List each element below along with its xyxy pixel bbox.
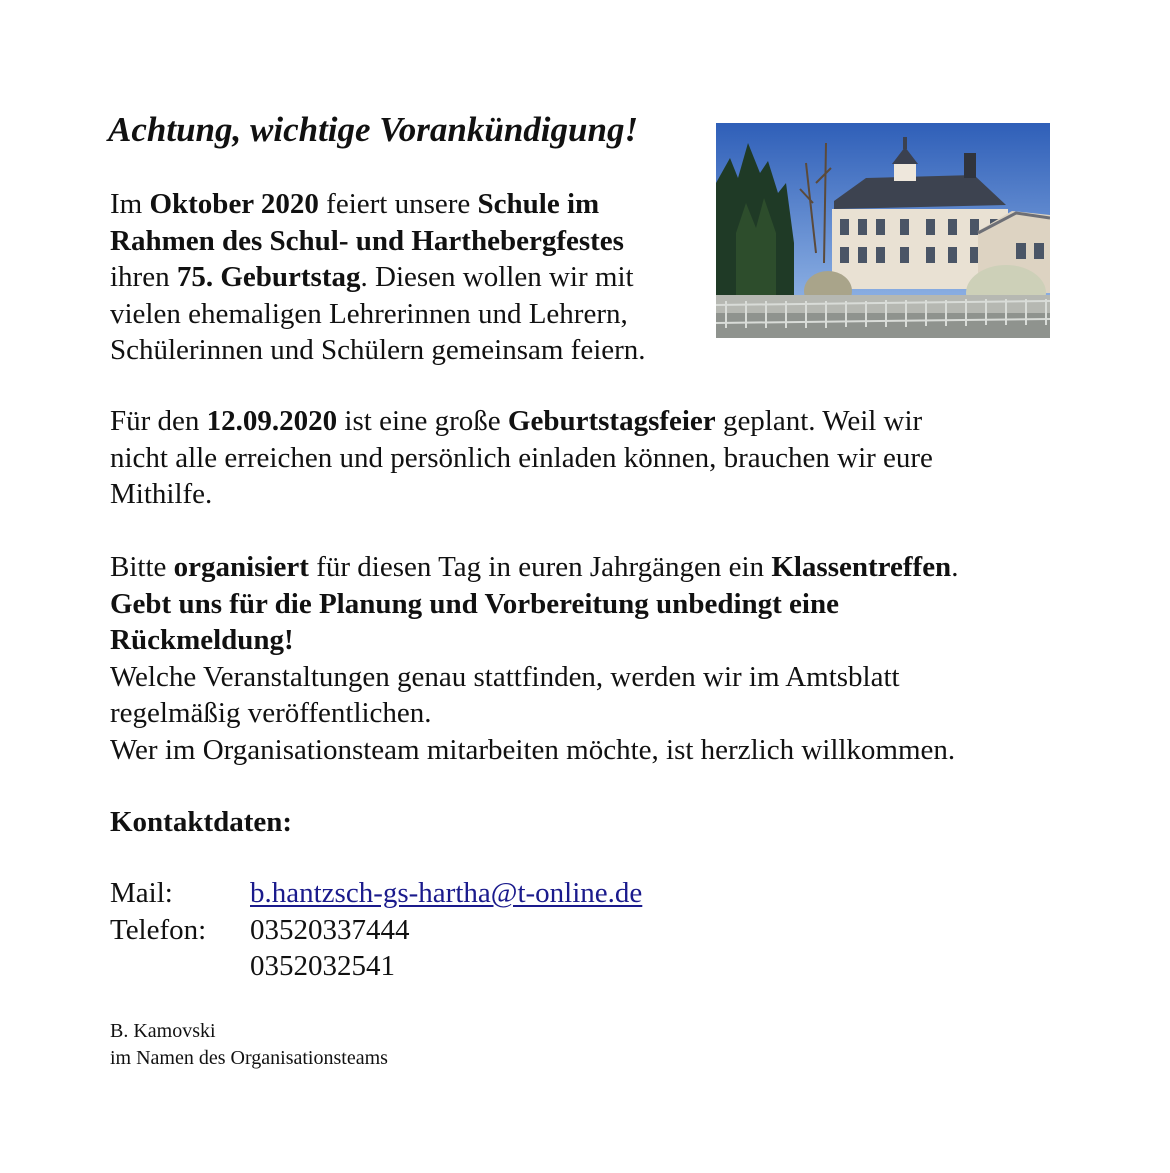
line: Bitte organisiert für diesen Tag in euren Jahrgängen ein Klassentreffen. [110,551,959,583]
line: Wer im Organisationsteam mitarbeiten möchte, ist herzlich willkommen. [110,733,956,766]
phone-label: Telefon: [110,913,207,946]
phone-row-2 [110,948,642,985]
page-title: Achtung, wichtige Vorankündigung! [108,110,639,149]
mail-link[interactable]: b.hantzsch-gs-hartha@t-online.de [250,877,643,909]
contact-details [110,875,642,985]
line: Im Oktober 2020 feiert unsere Schule im [110,188,600,220]
school-building-image [716,123,1050,338]
signature-name: B. Kamovski [110,1020,216,1042]
intro-paragraph [110,186,646,369]
line: Welche Veranstaltungen genau stattfinden, werden wir im Amtsblatt [110,660,900,693]
signature-role: im Namen des Organisationsteams [110,1047,388,1069]
line: ihren 75. Geburtstag. Diesen wollen wir mit [110,261,634,294]
school-building-photo [716,123,1050,338]
mail-row [110,875,642,912]
line: nicht alle erreichen und persönlich einladen können, brauchen wir eure [110,441,933,474]
line: Mithilfe. [110,478,213,511]
contact-heading: Kontaktdaten: [110,806,293,838]
phone-number-2: 0352032541 [250,950,395,983]
phone-label-spacer [110,948,250,985]
line: vielen ehemaligen Lehrerinnen und Lehrern, [110,297,628,330]
line: Für den 12.09.2020 ist eine große Geburtstagsfeier geplant. Weil wir [110,405,923,437]
signature [110,1018,388,1072]
mail-label: Mail: [110,877,173,909]
line: Rahmen des Schul- und Harthebergfestes [110,224,624,257]
line: Gebt uns für die Planung und Vorbereitung unbedingt eine [110,587,839,620]
request-paragraph [110,549,958,769]
line: regelmäßig veröffentlichen. [110,697,432,730]
phone-number-1: 03520337444 [250,913,410,946]
celebration-paragraph [110,403,933,513]
line: Rückmeldung! [110,624,294,657]
line: Schülerinnen und Schülern gemeinsam feiern. [110,334,646,367]
phone-row [110,912,642,949]
